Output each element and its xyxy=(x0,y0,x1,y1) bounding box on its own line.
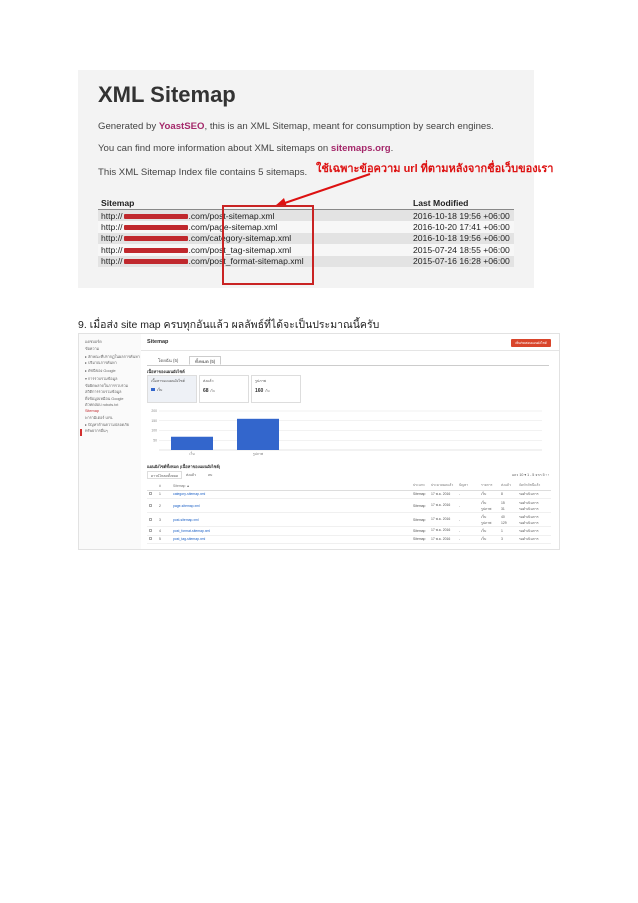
processed-cell: 17 พ.ย. 2016 xyxy=(429,535,457,544)
sidebar-item[interactable]: ทรัพยากรอื่นๆ xyxy=(85,429,108,433)
items-cell: เว็บ รูปภาพ xyxy=(479,499,499,513)
issues-cell: - xyxy=(457,527,479,536)
sidebar-item[interactable]: ข้อความ xyxy=(85,346,100,351)
type-cell: Sitemap xyxy=(411,527,429,536)
pagination[interactable]: แถว 10 ▾ 1 - 5 จาก 5 ‹ › xyxy=(511,473,549,477)
add-test-sitemap-button[interactable]: เพิ่ม/ทดสอบแผนผังไซต์ xyxy=(511,339,551,347)
metrics-row xyxy=(147,375,297,403)
column-header-last-modified: Last Modified xyxy=(410,197,514,210)
sidebar-item[interactable]: แดชบอร์ด xyxy=(85,340,102,344)
metric-number: 160 xyxy=(255,388,264,394)
type-cell: Sitemap xyxy=(411,490,429,499)
table-row xyxy=(147,535,551,544)
redacted-domain xyxy=(124,225,188,230)
submitted-cell: 3 xyxy=(499,535,517,544)
processed-cell: 17 พ.ย. 2016 xyxy=(429,513,457,527)
url-scheme: http:// xyxy=(101,210,123,221)
metric-submitted[interactable] xyxy=(199,375,249,403)
submitted-cell: 40 129 xyxy=(499,513,517,527)
section-heading: เนื้อหาของแผนผังไซต์ xyxy=(147,369,185,374)
column-header-indexed: จัดทำดัชนีแล้ว xyxy=(517,482,551,490)
sidebar-item[interactable]: ข้อผิดพลาดในการรวบรวม xyxy=(85,383,129,388)
y-tick-label: 100 xyxy=(151,428,157,433)
last-modified-cell: 2015-07-16 16:28 +06:00 xyxy=(410,256,514,268)
url-path: post-sitemap.xml xyxy=(209,210,275,221)
checkbox-icon[interactable] xyxy=(149,518,152,521)
generated-suffix: , this is an XML Sitemap, meant for consumption by search engines. xyxy=(204,121,494,132)
tab-all[interactable]: ทั้งหมด (5) xyxy=(189,356,221,365)
row-checkbox[interactable] xyxy=(147,490,157,499)
url-domain-suffix: .com/ xyxy=(188,256,210,267)
url-path: post_tag-sitemap.xml xyxy=(209,244,292,255)
column-header-items: รายการ xyxy=(479,482,499,490)
xml-sitemap-screenshot xyxy=(78,70,554,288)
checkbox-icon[interactable] xyxy=(149,529,152,532)
sidebar-item[interactable]: ▸ ลักษณะที่ปรากฏในผลการค้นหา xyxy=(85,354,140,359)
metric-unit: เว็บ xyxy=(209,389,215,393)
column-header-sitemap: Sitemap xyxy=(98,197,410,210)
indexed-cell: รอดำเนินการ xyxy=(517,490,551,499)
url-domain-suffix: .com/ xyxy=(188,244,210,255)
x-tick-label: รูปภาพ xyxy=(252,452,264,456)
metric-label: รูปภาพ xyxy=(255,379,266,383)
sitemap-count-line: This XML Sitemap Index file contains 5 sitemaps. xyxy=(98,167,308,178)
url-scheme: http:// xyxy=(101,256,123,267)
tab-by-me[interactable]: โดยฉัน (5) xyxy=(158,358,179,363)
metric-number: 68 xyxy=(203,388,209,394)
sitemap-bar-chart xyxy=(147,408,547,456)
row-number: 1 xyxy=(157,490,171,499)
url-path: page-sitemap.xml xyxy=(209,221,278,232)
sidebar-item[interactable]: Sitemap xyxy=(85,408,99,413)
legend-swatch-icon xyxy=(151,388,155,391)
highlight-box xyxy=(222,205,314,285)
type-cell: Sitemap xyxy=(411,535,429,544)
processed-cell: 17 พ.ย. 2016 xyxy=(429,490,457,499)
sidebar xyxy=(79,334,141,549)
row-number: 3 xyxy=(157,513,171,527)
y-tick-label: 150 xyxy=(151,418,157,423)
processed-cell: 17 พ.ย. 2016 xyxy=(429,527,457,536)
row-checkbox[interactable] xyxy=(147,527,157,536)
active-marker xyxy=(80,429,82,436)
table-row xyxy=(147,499,551,513)
sitemaps-table xyxy=(147,482,551,544)
sitemap-link[interactable]: post_format-sitemap.xml xyxy=(171,527,411,536)
sidebar-item[interactable]: สถิติการรวบรวมข้อมูล xyxy=(85,390,122,394)
sidebar-item[interactable]: ▸ ดัชนีของ Google xyxy=(85,369,116,373)
resubmit-button[interactable]: ส่งแล้ว xyxy=(186,473,196,477)
x-tick-label: เว็บ xyxy=(189,452,195,456)
table-row xyxy=(147,527,551,536)
issues-cell: - xyxy=(457,513,479,527)
submitted-cell: 15 31 xyxy=(499,499,517,513)
issues-cell: - xyxy=(457,535,479,544)
metric-images[interactable] xyxy=(251,375,301,403)
redacted-domain xyxy=(124,236,188,241)
last-modified-cell: 2016-10-18 19:56 +06:00 xyxy=(410,210,514,222)
search-console-screenshot xyxy=(78,333,560,550)
info-suffix: . xyxy=(390,143,394,154)
sidebar-item[interactable]: ตัวทดสอบ robots.txt xyxy=(85,403,119,407)
sidebar-item[interactable]: ▸ ปัญหาด้านความปลอดภัย xyxy=(85,422,129,427)
metric-label: ส่งแล้ว xyxy=(203,379,214,383)
step-caption: 9. เมื่อส่ง site map ครบทุกอันแล้ว ผลลัพธ์ที่ได้จะเป็นประมาณนี้ครับ xyxy=(78,319,380,331)
table-heading: แผนผังไซต์ทั้งหมด (เนื้อหาของแผนผังไซต์) xyxy=(147,464,221,469)
metric-legend xyxy=(151,388,193,393)
column-header-submitted: ส่งแล้ว xyxy=(499,482,517,490)
redacted-domain xyxy=(124,259,188,264)
last-modified-cell: 2016-10-18 19:56 +06:00 xyxy=(410,233,514,245)
xml-sitemap-title: XML Sitemap xyxy=(98,82,236,107)
processed-cell: 17 พ.ย. 2016 xyxy=(429,499,457,513)
column-header-type: ประเภท xyxy=(411,482,429,490)
type-cell: Sitemap xyxy=(411,499,429,513)
header-divider xyxy=(141,350,559,351)
items-cell: เว็บ รูปภาพ xyxy=(479,513,499,527)
column-header-processed: ประมวลผลแล้ว xyxy=(429,482,457,490)
sitemap-link[interactable]: post-sitemap.xml xyxy=(171,513,411,527)
indexed-cell: รอดำเนินการ xyxy=(517,527,551,536)
yoast-link[interactable]: YoastSEO xyxy=(158,121,205,132)
row-checkbox[interactable] xyxy=(147,513,157,527)
column-header-issues: ปัญหา xyxy=(457,482,479,490)
submitted-cell: 1 xyxy=(499,527,517,536)
info-prefix: You can find more information about XML sitemaps on xyxy=(98,143,331,154)
checkbox-icon[interactable] xyxy=(149,504,152,507)
y-tick-label: 50 xyxy=(153,438,157,443)
submitted-cell: 8 xyxy=(499,490,517,499)
column-header-sitemap[interactable]: Sitemap ▲ xyxy=(171,482,411,490)
row-number: 5 xyxy=(157,535,171,544)
url-scheme: http:// xyxy=(101,233,123,244)
type-cell: Sitemap xyxy=(411,513,429,527)
last-modified-cell: 2015-07-24 18:55 +06:00 xyxy=(410,244,514,256)
redacted-domain xyxy=(124,214,188,219)
delete-button[interactable]: ลบ xyxy=(208,473,213,477)
sidebar-item[interactable]: ▸ ปริมาณการค้นหา xyxy=(85,361,117,365)
legend-label: เว็บ xyxy=(157,388,163,392)
items-cell: เว็บ xyxy=(479,527,499,536)
url-path: post_format-sitemap.xml xyxy=(209,256,304,267)
checkbox-icon[interactable] xyxy=(149,537,152,540)
column-header-number: # xyxy=(157,482,171,490)
tab-divider xyxy=(147,365,549,366)
page-title: Sitemap xyxy=(147,339,169,345)
bar-images[interactable] xyxy=(237,419,279,450)
url-scheme: http:// xyxy=(101,221,123,232)
download-all-button[interactable]: ดาวน์โหลดทั้งหมด xyxy=(147,471,182,479)
url-scheme: http:// xyxy=(101,244,123,255)
row-number: 2 xyxy=(157,499,171,513)
sidebar-item[interactable]: ดึงข้อมูลเหมือน Google xyxy=(85,396,124,401)
last-modified-cell: 2016-10-20 17:41 +06:00 xyxy=(410,221,514,233)
row-number: 4 xyxy=(157,527,171,536)
sitemaps-org-link[interactable]: sitemaps.org xyxy=(330,143,391,154)
metric-value xyxy=(203,388,245,394)
table-row xyxy=(147,490,551,499)
indexed-cell: รอดำเนินการ รอดำเนินการ xyxy=(517,499,551,513)
items-cell: เว็บ xyxy=(479,490,499,499)
sidebar-item[interactable]: พารามิเตอร์ URL xyxy=(85,416,114,420)
checkbox-icon[interactable] xyxy=(149,492,152,495)
items-cell: เว็บ xyxy=(479,535,499,544)
url-path: category-sitemap.xml xyxy=(209,233,292,244)
row-checkbox[interactable] xyxy=(147,535,157,544)
indexed-cell: รอดำเนินการ xyxy=(517,535,551,544)
bar-web[interactable] xyxy=(171,437,213,450)
url-domain-suffix: .com/ xyxy=(188,233,210,244)
url-domain-suffix: .com/ xyxy=(188,210,210,221)
table-row xyxy=(147,513,551,527)
sidebar-item[interactable]: ▾ การรวบรวมข้อมูล xyxy=(85,377,118,381)
issues-cell: - xyxy=(457,499,479,513)
generated-prefix: Generated by xyxy=(98,121,159,132)
issues-cell: - xyxy=(457,490,479,499)
sitemap-link[interactable]: category-sitemap.xml xyxy=(171,490,411,499)
sitemap-link[interactable]: page-sitemap.xml xyxy=(171,499,411,513)
metric-label: เนื้อหาของแผนผังไซต์ xyxy=(151,379,185,383)
indexed-cell: รอดำเนินการ รอดำเนินการ xyxy=(517,513,551,527)
metric-unit: เว็บ xyxy=(264,389,270,393)
column-header-select xyxy=(147,482,157,490)
thai-annotation: ใช้เฉพาะข้อความ url ที่ตามหลังจากชื่อเว็บของเรา xyxy=(316,163,554,175)
y-tick-label: 200 xyxy=(151,409,157,414)
metric-content[interactable] xyxy=(147,375,197,403)
metric-value xyxy=(255,388,297,394)
sitemap-link[interactable]: post_tag-sitemap.xml xyxy=(171,535,411,544)
redacted-domain xyxy=(124,248,188,253)
url-domain-suffix: .com/ xyxy=(188,221,210,232)
row-checkbox[interactable] xyxy=(147,499,157,513)
